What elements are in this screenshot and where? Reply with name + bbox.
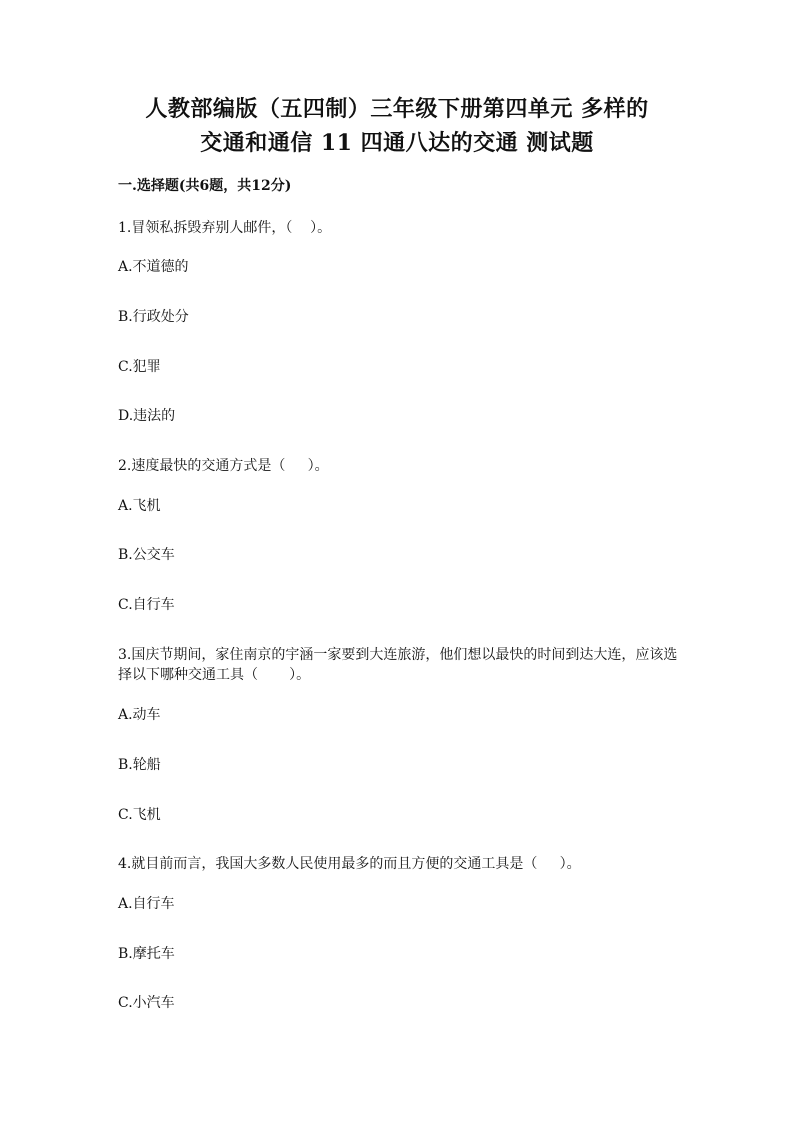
question-1-option-a: A.不道德的 [118, 259, 189, 275]
question-2-stem: 2.速度最快的交通方式是（ ）。 [118, 458, 329, 474]
question-1-stem: 1.冒领私拆毁弃别人邮件，（ ）。 [118, 220, 332, 236]
question-3-option-a: A.动车 [118, 707, 161, 723]
question-3-stem: 3.国庆节期间，家住南京的宇涵一家要到大连旅游，他们想以最快的时间到达大连，应该选择以下哪种交通工具（ ）。 [118, 647, 678, 683]
question-4-stem: 4.就目前而言，我国大多数人民使用最多的而且方便的交通工具是（ ）。 [118, 856, 581, 872]
question-4-option-c: C.小汽车 [118, 995, 175, 1011]
section-heading: 一.选择题(共6题，共12分) [118, 178, 292, 194]
document-title [100, 92, 694, 160]
title-line-2: 交通和通信 11 四通八达的交通 测试题 [200, 130, 594, 156]
question-3-option-c: C.飞机 [118, 807, 161, 823]
title-line-1: 人教部编版（五四制）三年级下册第四单元 多样的 [145, 96, 649, 122]
question-1-option-d: D.违法的 [118, 408, 176, 424]
question-4-option-a: A.自行车 [118, 896, 175, 912]
question-4-option-b: B.摩托车 [118, 946, 175, 962]
question-2-option-c: C.自行车 [118, 597, 175, 613]
question-1-option-b: B.行政处分 [118, 309, 189, 325]
question-1-option-c: C.犯罪 [118, 359, 161, 375]
question-2-option-b: B.公交车 [118, 547, 175, 563]
question-2-option-a: A.飞机 [118, 498, 161, 514]
question-3-option-b: B.轮船 [118, 757, 161, 773]
